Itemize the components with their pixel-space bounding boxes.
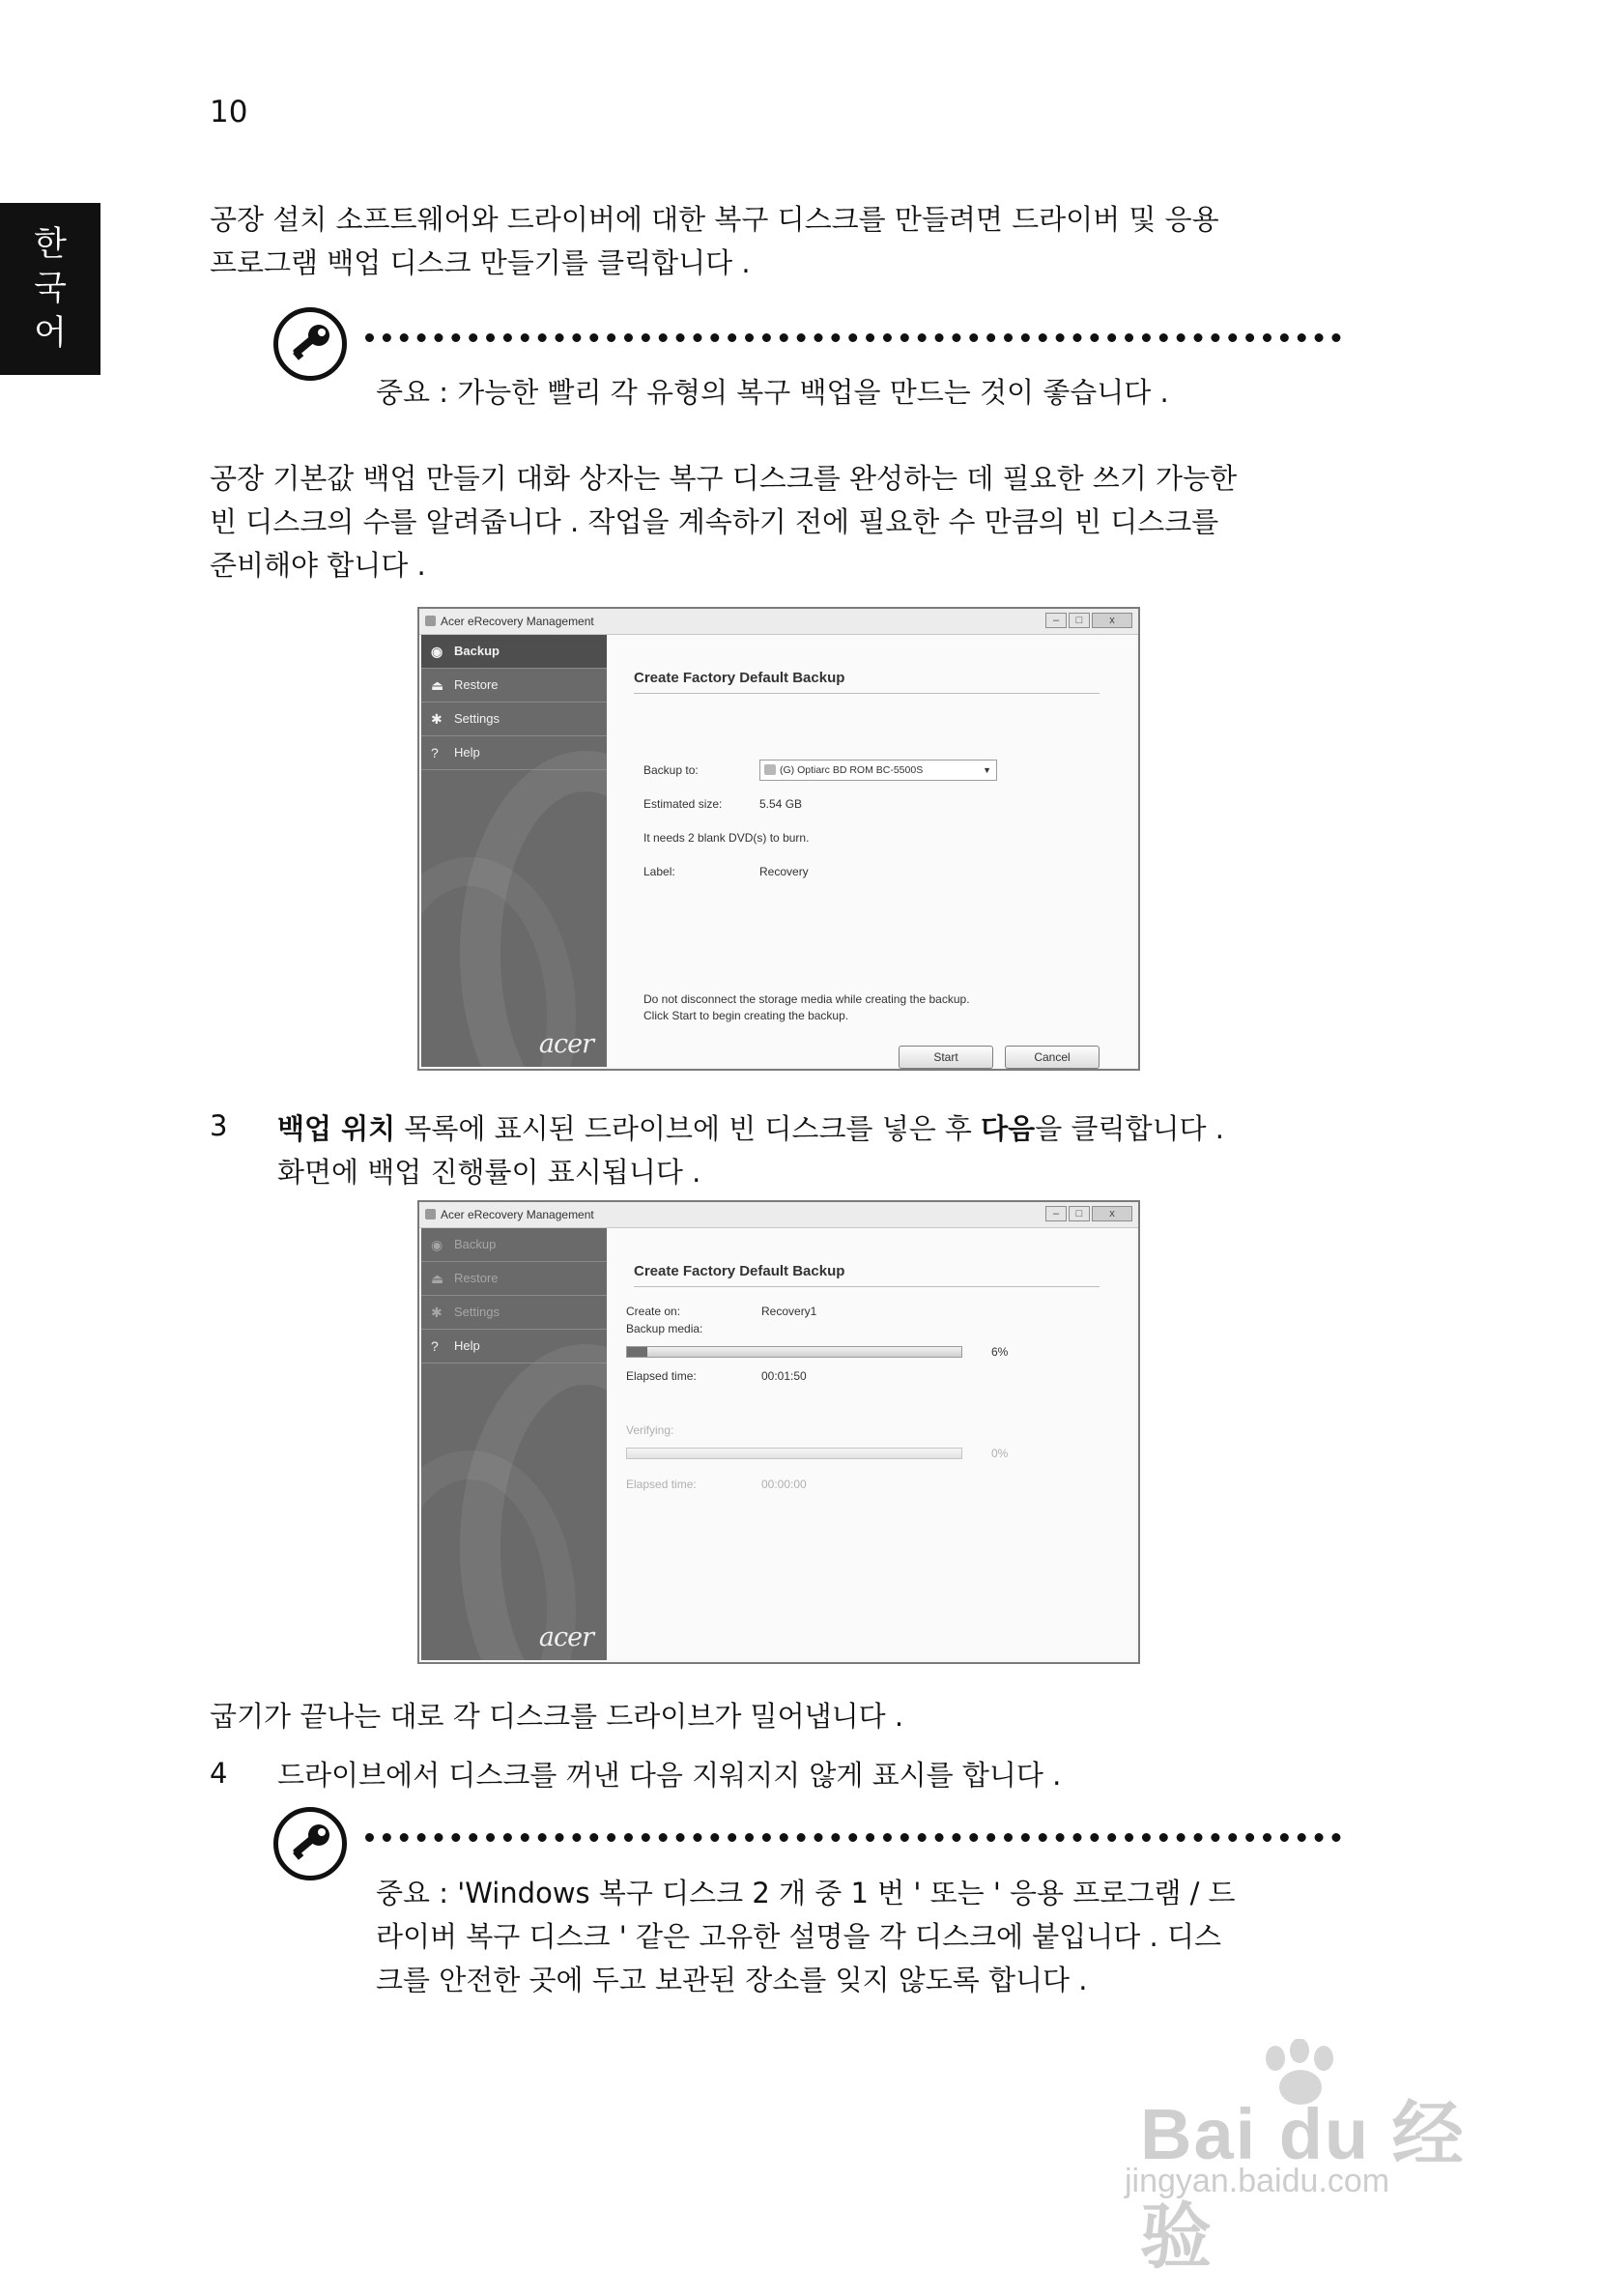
key-icon bbox=[273, 1807, 347, 1880]
note-line: 중요 : 'Windows 복구 디스크 2 개 중 1 번 ' 또는 ' 응용 프로그램 / 드 bbox=[376, 1877, 1236, 1909]
intro-paragraph bbox=[210, 198, 1359, 285]
blank-dvd-notice: It needs 2 blank DVD(s) to burn. bbox=[643, 831, 810, 845]
step3-text-part: 을 클릭합니다 . bbox=[1035, 1112, 1224, 1145]
note-important-text: 중요 : 가능한 빨리 각 유형의 복구 백업을 만드는 것이 좋습니다 . bbox=[376, 376, 1169, 409]
step-number: 3 bbox=[210, 1109, 228, 1142]
drive-icon bbox=[764, 764, 776, 775]
backup-setup-panel bbox=[607, 635, 1136, 1067]
heading-divider bbox=[634, 693, 1100, 694]
minimize-button[interactable]: – bbox=[1045, 613, 1067, 628]
backup-progress-fill bbox=[627, 1347, 647, 1357]
note-line: 크를 안전한 곳에 두고 보관된 장소를 잊지 않도록 합니다 . bbox=[376, 1964, 1088, 1996]
window-title: Acer eRecovery Management bbox=[441, 615, 594, 628]
nav-item-backup[interactable] bbox=[421, 635, 607, 669]
step4-text: 드라이브에서 디스크를 꺼낸 다음 지워지지 않게 표시를 합니다 . bbox=[277, 1759, 1062, 1792]
watermark-brand: Bai du 经验 bbox=[1140, 2094, 1466, 2277]
nav-label: Help bbox=[454, 1338, 480, 1353]
nav-label: Restore bbox=[454, 677, 499, 692]
intro-line: 공장 설치 소프트웨어와 드라이버에 대한 복구 디스크를 만들려면 드라이버 및 응용 bbox=[210, 203, 1219, 236]
baidu-watermark bbox=[1111, 2039, 1517, 2277]
note-divider bbox=[365, 1833, 1341, 1842]
backup-percent: 6% bbox=[991, 1345, 1009, 1359]
note-divider bbox=[365, 333, 1341, 342]
disc-icon: ◉ bbox=[431, 1237, 443, 1252]
language-tab-char: 어 bbox=[34, 314, 67, 353]
backup-to-value: (G) Optiarc BD ROM BC-5500S bbox=[780, 764, 924, 776]
nav-label: Help bbox=[454, 745, 480, 760]
step3-line2: 화면에 백업 진행률이 표시됩니다 . bbox=[277, 1156, 701, 1189]
verify-percent: 0% bbox=[991, 1447, 1009, 1460]
verify-progress-bar bbox=[626, 1448, 962, 1459]
panel-heading: Create Factory Default Backup bbox=[634, 1263, 845, 1279]
info-start: Click Start to begin creating the backup. bbox=[643, 1009, 849, 1022]
acer-logo: acer bbox=[538, 1029, 593, 1059]
nav-item-settings[interactable] bbox=[421, 703, 607, 736]
intro-line: 프로그램 백업 디스크 만들기를 클릭합니다 . bbox=[210, 246, 751, 279]
start-button[interactable]: Start bbox=[899, 1046, 993, 1069]
elapsed-time-label-verify: Elapsed time: bbox=[626, 1478, 697, 1491]
restore-icon: ⏏ bbox=[431, 1271, 444, 1286]
nav-item-settings bbox=[421, 1296, 607, 1330]
language-tab bbox=[0, 203, 100, 375]
maximize-button[interactable]: □ bbox=[1069, 613, 1090, 628]
key-icon bbox=[273, 307, 347, 381]
elapsed-time-value-verify: 00:00:00 bbox=[761, 1478, 807, 1491]
label-label: Label: bbox=[643, 865, 675, 878]
paragraph-line: 준비해야 합니다 . bbox=[210, 549, 426, 582]
app-icon bbox=[425, 1209, 436, 1220]
label-value: Recovery bbox=[759, 865, 809, 878]
verifying-label: Verifying: bbox=[626, 1423, 674, 1437]
paragraph-line: 공장 기본값 백업 만들기 대화 상자는 복구 디스크를 완성하는 데 필요한 쓰기 가능한 bbox=[210, 462, 1238, 495]
nav-item-restore bbox=[421, 1262, 607, 1296]
language-tab-char: 국 bbox=[34, 270, 67, 308]
elapsed-time-label: Elapsed time: bbox=[626, 1369, 697, 1383]
backup-media-label: Backup media: bbox=[626, 1322, 703, 1335]
backup-to-select[interactable] bbox=[759, 760, 997, 781]
nav-label: Settings bbox=[454, 711, 500, 726]
step-number: 4 bbox=[210, 1757, 228, 1790]
watermark-url: jingyan.baidu.com bbox=[1125, 2163, 1390, 2199]
paragraph-line: 빈 디스크의 수를 알려줍니다 . 작업을 계속하기 전에 필요한 수 만큼의 빈 디스크를 bbox=[210, 505, 1219, 538]
nav-item-help[interactable] bbox=[421, 1330, 607, 1363]
erecovery-window-setup bbox=[417, 607, 1140, 1071]
app-icon bbox=[425, 616, 436, 626]
close-button[interactable]: x bbox=[1092, 613, 1132, 628]
help-icon: ? bbox=[431, 1338, 439, 1354]
restore-icon: ⏏ bbox=[431, 677, 444, 693]
step3-text-part: 목록에 표시된 드라이브에 빈 디스크를 넣은 후 bbox=[395, 1112, 982, 1145]
nav-item-restore[interactable] bbox=[421, 669, 607, 703]
note-line: 라이버 복구 디스크 ' 같은 고유한 설명을 각 디스크에 붙입니다 . 디스 bbox=[376, 1920, 1221, 1953]
nav-label: Settings bbox=[454, 1305, 500, 1319]
estimated-size-value: 5.54 GB bbox=[759, 797, 803, 811]
note-important-2 bbox=[376, 1872, 1342, 2002]
acer-logo: acer bbox=[538, 1622, 593, 1652]
panel-heading: Create Factory Default Backup bbox=[634, 670, 845, 686]
minimize-button[interactable]: – bbox=[1045, 1206, 1067, 1221]
nav-label: Restore bbox=[454, 1271, 499, 1285]
window-titlebar bbox=[419, 1202, 1138, 1228]
maximize-button[interactable]: □ bbox=[1069, 1206, 1090, 1221]
dialog-description-paragraph bbox=[210, 457, 1359, 588]
backup-progress-bar bbox=[626, 1346, 962, 1358]
elapsed-time-value: 00:01:50 bbox=[761, 1369, 807, 1383]
window-title: Acer eRecovery Management bbox=[441, 1208, 594, 1221]
create-on-label: Create on: bbox=[626, 1305, 681, 1318]
step3-bold-location: 백업 위치 bbox=[277, 1112, 396, 1145]
nav-sidebar bbox=[421, 1228, 607, 1660]
help-icon: ? bbox=[431, 745, 439, 761]
step3-bold-next: 다음 bbox=[981, 1112, 1036, 1145]
cancel-button[interactable]: Cancel bbox=[1005, 1046, 1100, 1069]
create-on-value: Recovery1 bbox=[761, 1305, 817, 1318]
nav-label: Backup bbox=[454, 1237, 497, 1251]
nav-item-help[interactable] bbox=[421, 736, 607, 770]
estimated-size-label: Estimated size: bbox=[643, 797, 723, 811]
close-button[interactable]: x bbox=[1092, 1206, 1132, 1221]
backup-to-label: Backup to: bbox=[643, 763, 699, 777]
page-number: 10 bbox=[210, 95, 248, 129]
nav-sidebar bbox=[421, 635, 607, 1067]
eject-paragraph: 굽기가 끝나는 대로 각 디스크를 드라이브가 밀어냅니다 . bbox=[210, 1700, 904, 1733]
chevron-down-icon: ▼ bbox=[983, 765, 991, 775]
heading-divider bbox=[634, 1286, 1100, 1287]
nav-item-backup bbox=[421, 1228, 607, 1262]
step3-text bbox=[277, 1107, 1359, 1194]
erecovery-window-progress bbox=[417, 1200, 1140, 1664]
gear-icon: ✱ bbox=[431, 1305, 443, 1320]
disc-icon: ◉ bbox=[431, 644, 443, 659]
info-disconnect: Do not disconnect the storage media while creating the backup. bbox=[643, 992, 970, 1006]
nav-label: Backup bbox=[454, 644, 500, 658]
gear-icon: ✱ bbox=[431, 711, 443, 727]
backup-progress-panel bbox=[607, 1228, 1136, 1660]
language-tab-char: 한 bbox=[34, 225, 67, 264]
window-titlebar bbox=[419, 609, 1138, 635]
